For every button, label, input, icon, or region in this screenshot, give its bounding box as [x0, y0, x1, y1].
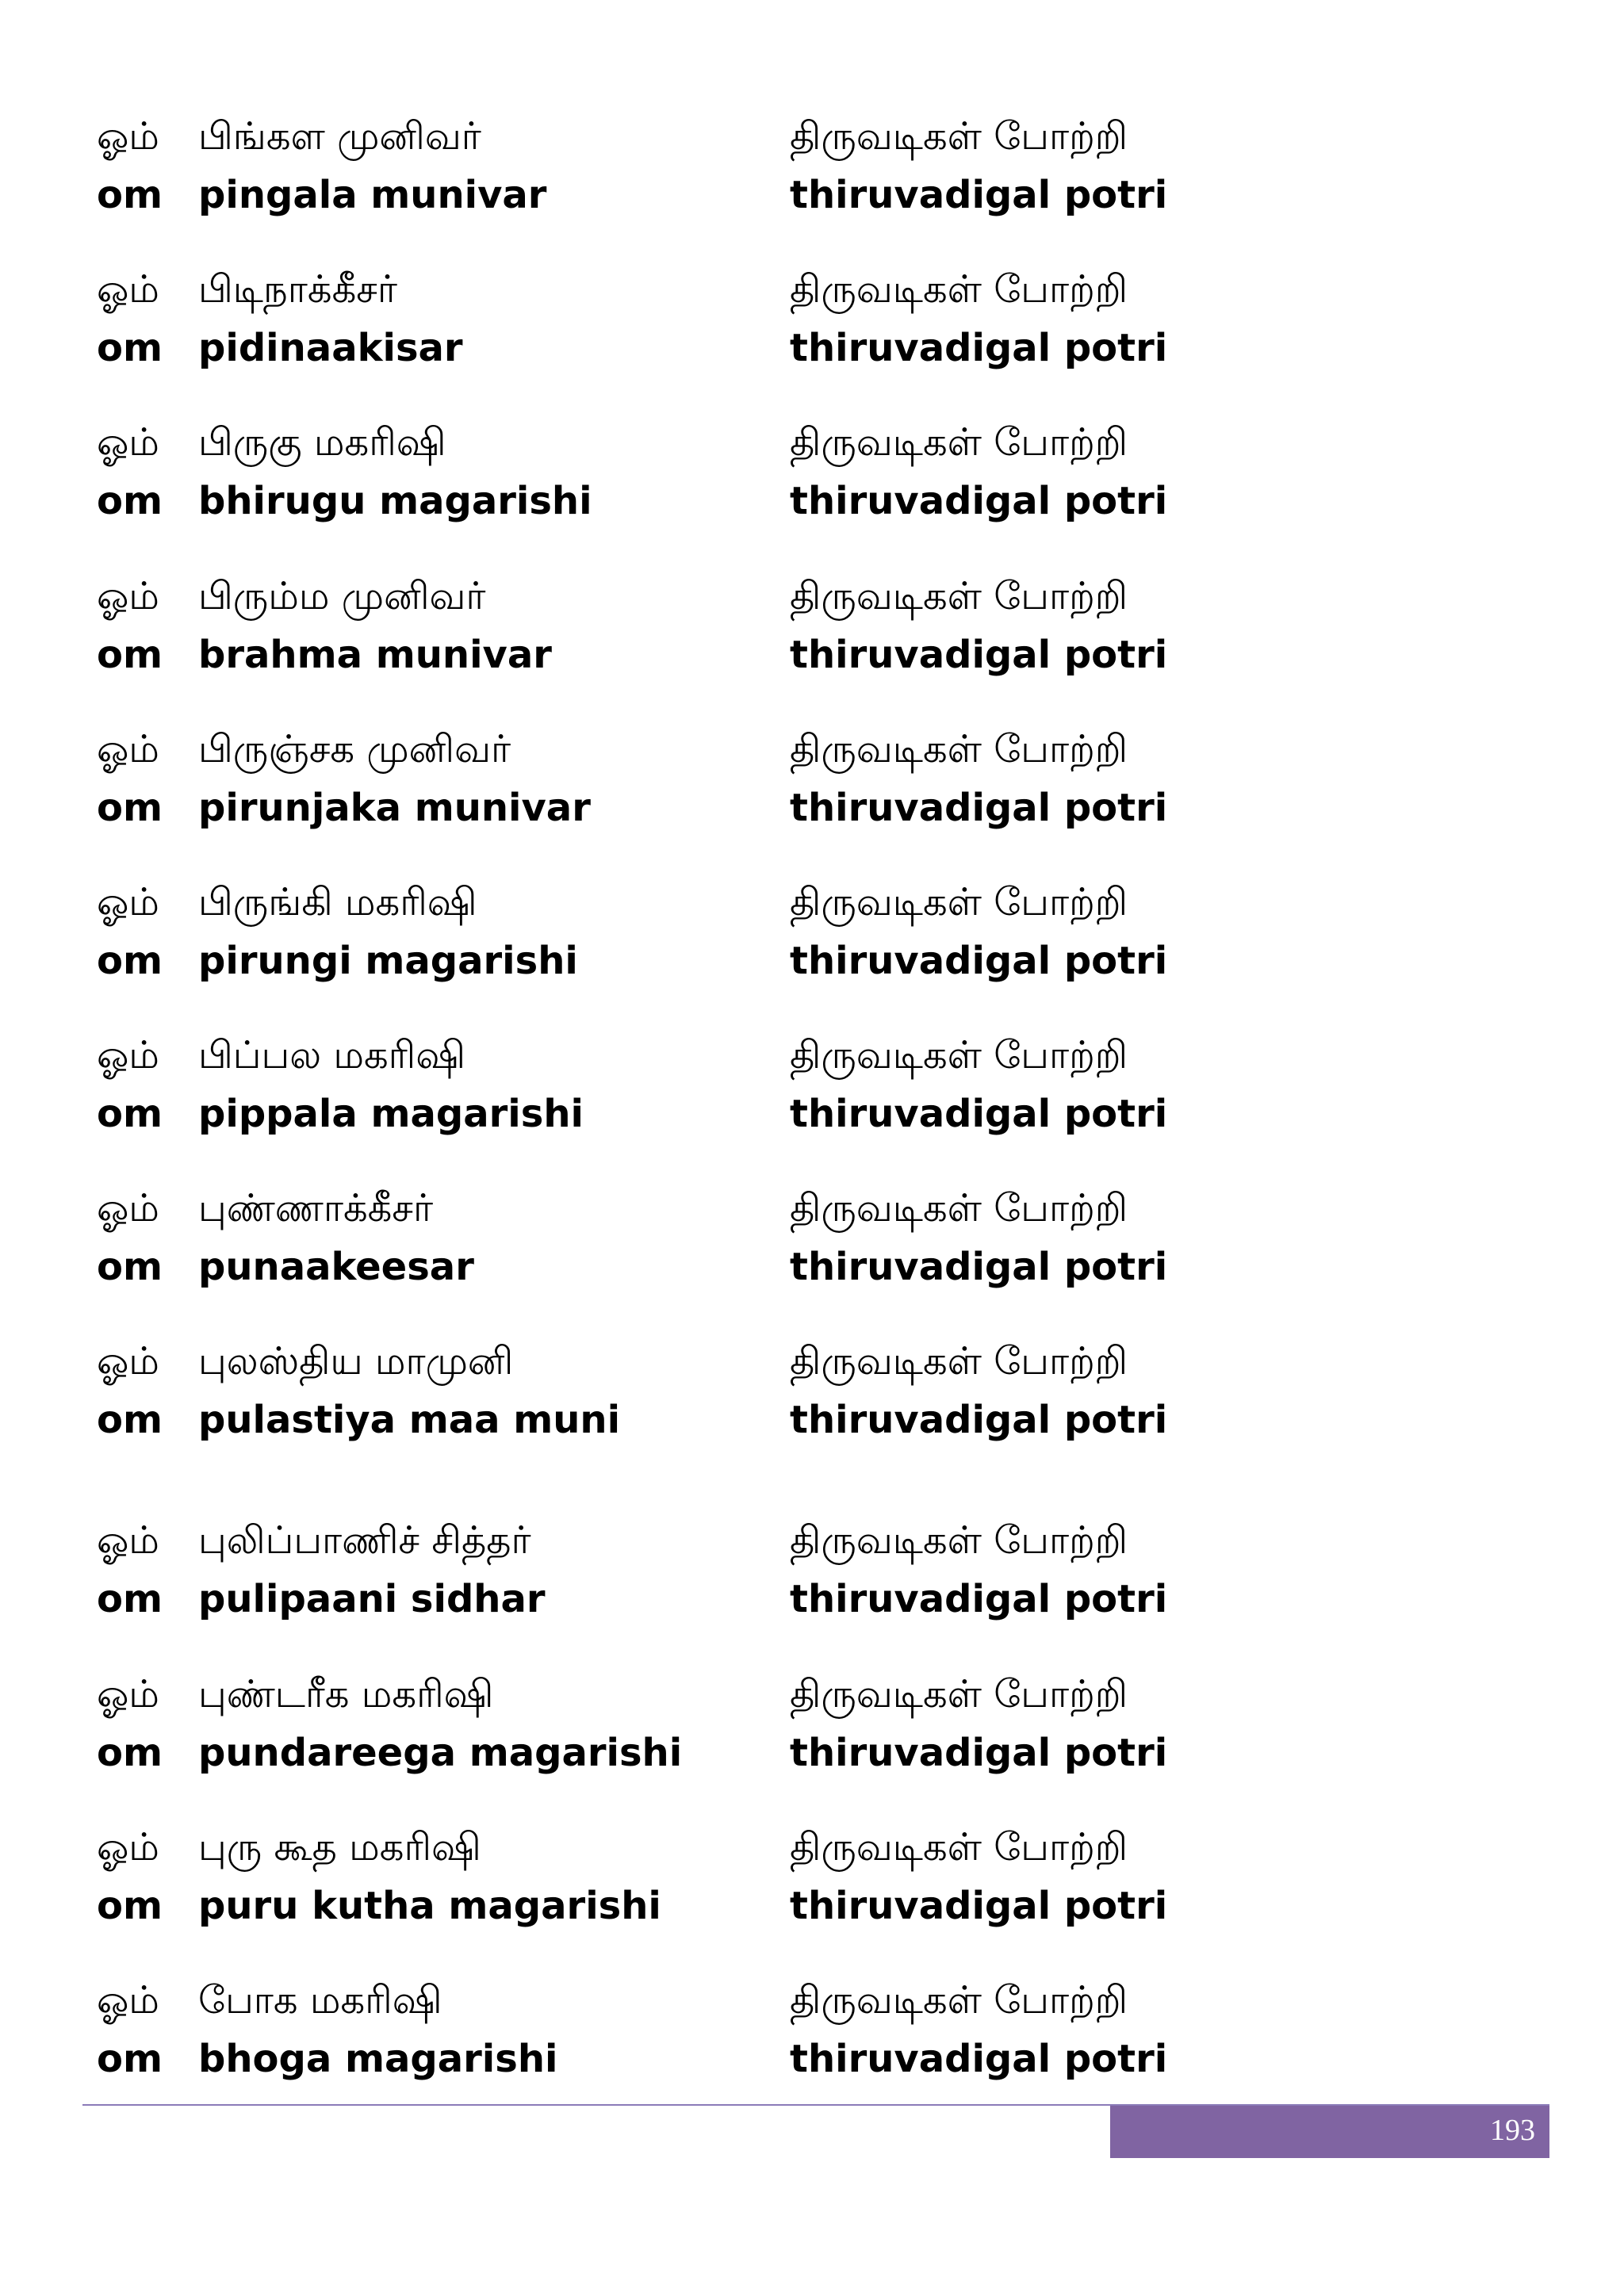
tamil-praise: திருவடிகள் போற்றி: [790, 1518, 1128, 1563]
latin-praise: thiruvadigal potri: [790, 1577, 1168, 1621]
transliteration-line: [0, 1881, 1624, 1936]
invocation-entry: [0, 725, 1624, 852]
latin-om: om: [97, 1092, 163, 1136]
tamil-om: ஓம்: [97, 267, 159, 312]
tamil-praise: திருவடிகள் போற்றி: [790, 114, 1128, 159]
latin-sage-name: pulipaani sidhar: [198, 1577, 546, 1621]
latin-om: om: [97, 1577, 163, 1621]
tamil-praise: திருவடிகள் போற்றி: [790, 574, 1128, 618]
latin-praise: thiruvadigal potri: [790, 939, 1168, 983]
tamil-line: [0, 1517, 1624, 1572]
transliteration-line: [0, 1395, 1624, 1450]
tamil-om: ஓம்: [97, 1339, 159, 1383]
tamil-line: [0, 1184, 1624, 1240]
tamil-praise: திருவடிகள் போற்றி: [790, 1978, 1128, 2022]
invocation-entry: [0, 1670, 1624, 1797]
invocation-entry: [0, 419, 1624, 545]
latin-praise: thiruvadigal potri: [790, 326, 1168, 370]
latin-om: om: [97, 1245, 163, 1289]
transliteration-line: [0, 629, 1624, 685]
tamil-line: [0, 725, 1624, 781]
latin-praise: thiruvadigal potri: [790, 633, 1168, 677]
page-number: 193: [1490, 2114, 1535, 2147]
page-number-badge: [1110, 2106, 1549, 2158]
latin-praise: thiruvadigal potri: [790, 1245, 1168, 1289]
tamil-praise: திருவடிகள் போற்றி: [790, 1672, 1128, 1716]
latin-praise: thiruvadigal potri: [790, 1092, 1168, 1136]
latin-sage-name: brahma munivar: [198, 633, 552, 677]
tamil-praise: திருவடிகள் போற்றி: [790, 420, 1128, 465]
tamil-om: ஓம்: [97, 574, 159, 618]
latin-sage-name: pulastiya maa muni: [198, 1398, 621, 1442]
tamil-om: ஓம்: [97, 114, 159, 159]
transliteration-line: [0, 323, 1624, 378]
latin-om: om: [97, 2037, 163, 2081]
latin-sage-name: puru kutha magarishi: [198, 1884, 661, 1928]
latin-praise: thiruvadigal potri: [790, 2037, 1168, 2081]
tamil-sage-name: போக மகரிஷி: [198, 1978, 442, 2022]
transliteration-line: [0, 936, 1624, 991]
invocation-entry: [0, 266, 1624, 392]
tamil-sage-name: புண்டரீக மகரிஷி: [198, 1672, 494, 1716]
tamil-line: [0, 1670, 1624, 1726]
tamil-sage-name: பிப்பல மகரிஷி: [198, 1033, 465, 1077]
transliteration-line: [0, 1089, 1624, 1144]
tamil-praise: திருவடிகள் போற்றி: [790, 1186, 1128, 1230]
tamil-sage-name: புரு கூத மகரிஷி: [198, 1825, 481, 1869]
tamil-line: [0, 419, 1624, 474]
latin-praise: thiruvadigal potri: [790, 1884, 1168, 1928]
latin-om: om: [97, 173, 163, 217]
tamil-praise: திருவடிகள் போற்றி: [790, 727, 1128, 771]
tamil-line: [0, 878, 1624, 934]
tamil-sage-name: பிடிநாக்கீசர்: [198, 267, 397, 312]
tamil-line: [0, 113, 1624, 168]
invocation-entry: [0, 1823, 1624, 1950]
latin-sage-name: bhirugu magarishi: [198, 479, 592, 523]
latin-om: om: [97, 939, 163, 983]
tamil-om: ஓம்: [97, 1672, 159, 1716]
latin-om: om: [97, 786, 163, 830]
latin-praise: thiruvadigal potri: [790, 1731, 1168, 1775]
tamil-line: [0, 1337, 1624, 1393]
tamil-line: [0, 266, 1624, 321]
latin-sage-name: bhoga magarishi: [198, 2037, 558, 2081]
tamil-line: [0, 572, 1624, 628]
tamil-line: [0, 1823, 1624, 1879]
latin-praise: thiruvadigal potri: [790, 479, 1168, 523]
transliteration-line: [0, 783, 1624, 838]
invocation-entry: [0, 572, 1624, 699]
latin-om: om: [97, 326, 163, 370]
latin-om: om: [97, 1884, 163, 1928]
invocation-entry: [0, 1976, 1624, 2103]
latin-om: om: [97, 1731, 163, 1775]
tamil-om: ஓம்: [97, 1825, 159, 1869]
latin-praise: thiruvadigal potri: [790, 786, 1168, 830]
latin-om: om: [97, 1398, 163, 1442]
invocation-entry: [0, 1337, 1624, 1464]
transliteration-line: [0, 1242, 1624, 1297]
tamil-sage-name: பிங்கள முனிவர்: [198, 114, 481, 159]
tamil-praise: திருவடிகள் போற்றி: [790, 1339, 1128, 1383]
invocation-entry: [0, 878, 1624, 1005]
latin-sage-name: pippala magarishi: [198, 1092, 584, 1136]
tamil-sage-name: புலஸ்திய மாமுனி: [198, 1339, 514, 1383]
latin-sage-name: pirunjaka munivar: [198, 786, 591, 830]
latin-praise: thiruvadigal potri: [790, 1398, 1168, 1442]
latin-sage-name: punaakeesar: [198, 1245, 474, 1289]
tamil-sage-name: புலிப்பாணிச் சித்தர்: [198, 1518, 531, 1563]
tamil-om: ஓம்: [97, 1518, 159, 1563]
tamil-om: ஓம்: [97, 420, 159, 465]
tamil-praise: திருவடிகள் போற்றி: [790, 267, 1128, 312]
tamil-praise: திருவடிகள் போற்றி: [790, 880, 1128, 924]
invocation-entry: [0, 1031, 1624, 1158]
latin-sage-name: pidinaakisar: [198, 326, 463, 370]
latin-praise: thiruvadigal potri: [790, 173, 1168, 217]
tamil-om: ஓம்: [97, 1978, 159, 2022]
transliteration-line: [0, 476, 1624, 531]
invocation-entry: [0, 113, 1624, 239]
latin-om: om: [97, 479, 163, 523]
tamil-line: [0, 1976, 1624, 2032]
tamil-praise: திருவடிகள் போற்றி: [790, 1033, 1128, 1077]
transliteration-line: [0, 1728, 1624, 1783]
transliteration-line: [0, 1574, 1624, 1629]
transliteration-line: [0, 170, 1624, 225]
tamil-sage-name: பிருஞ்சக முனிவர்: [198, 727, 511, 771]
tamil-om: ஓம்: [97, 1186, 159, 1230]
transliteration-line: [0, 2034, 1624, 2089]
tamil-om: ஓம்: [97, 1033, 159, 1077]
tamil-om: ஓம்: [97, 880, 159, 924]
latin-sage-name: pundareega magarishi: [198, 1731, 683, 1775]
tamil-line: [0, 1031, 1624, 1087]
tamil-om: ஓம்: [97, 727, 159, 771]
tamil-sage-name: புண்ணாக்கீசர்: [198, 1186, 434, 1230]
tamil-sage-name: பிருங்கி மகரிஷி: [198, 880, 477, 924]
invocation-entry: [0, 1517, 1624, 1644]
invocation-entry: [0, 1184, 1624, 1311]
latin-om: om: [97, 633, 163, 677]
tamil-praise: திருவடிகள் போற்றி: [790, 1825, 1128, 1869]
tamil-sage-name: பிருகு மகரிஷி: [198, 420, 446, 465]
tamil-sage-name: பிரும்ம முனிவர்: [198, 574, 486, 618]
latin-sage-name: pingala munivar: [198, 173, 547, 217]
latin-sage-name: pirungi magarishi: [198, 939, 578, 983]
